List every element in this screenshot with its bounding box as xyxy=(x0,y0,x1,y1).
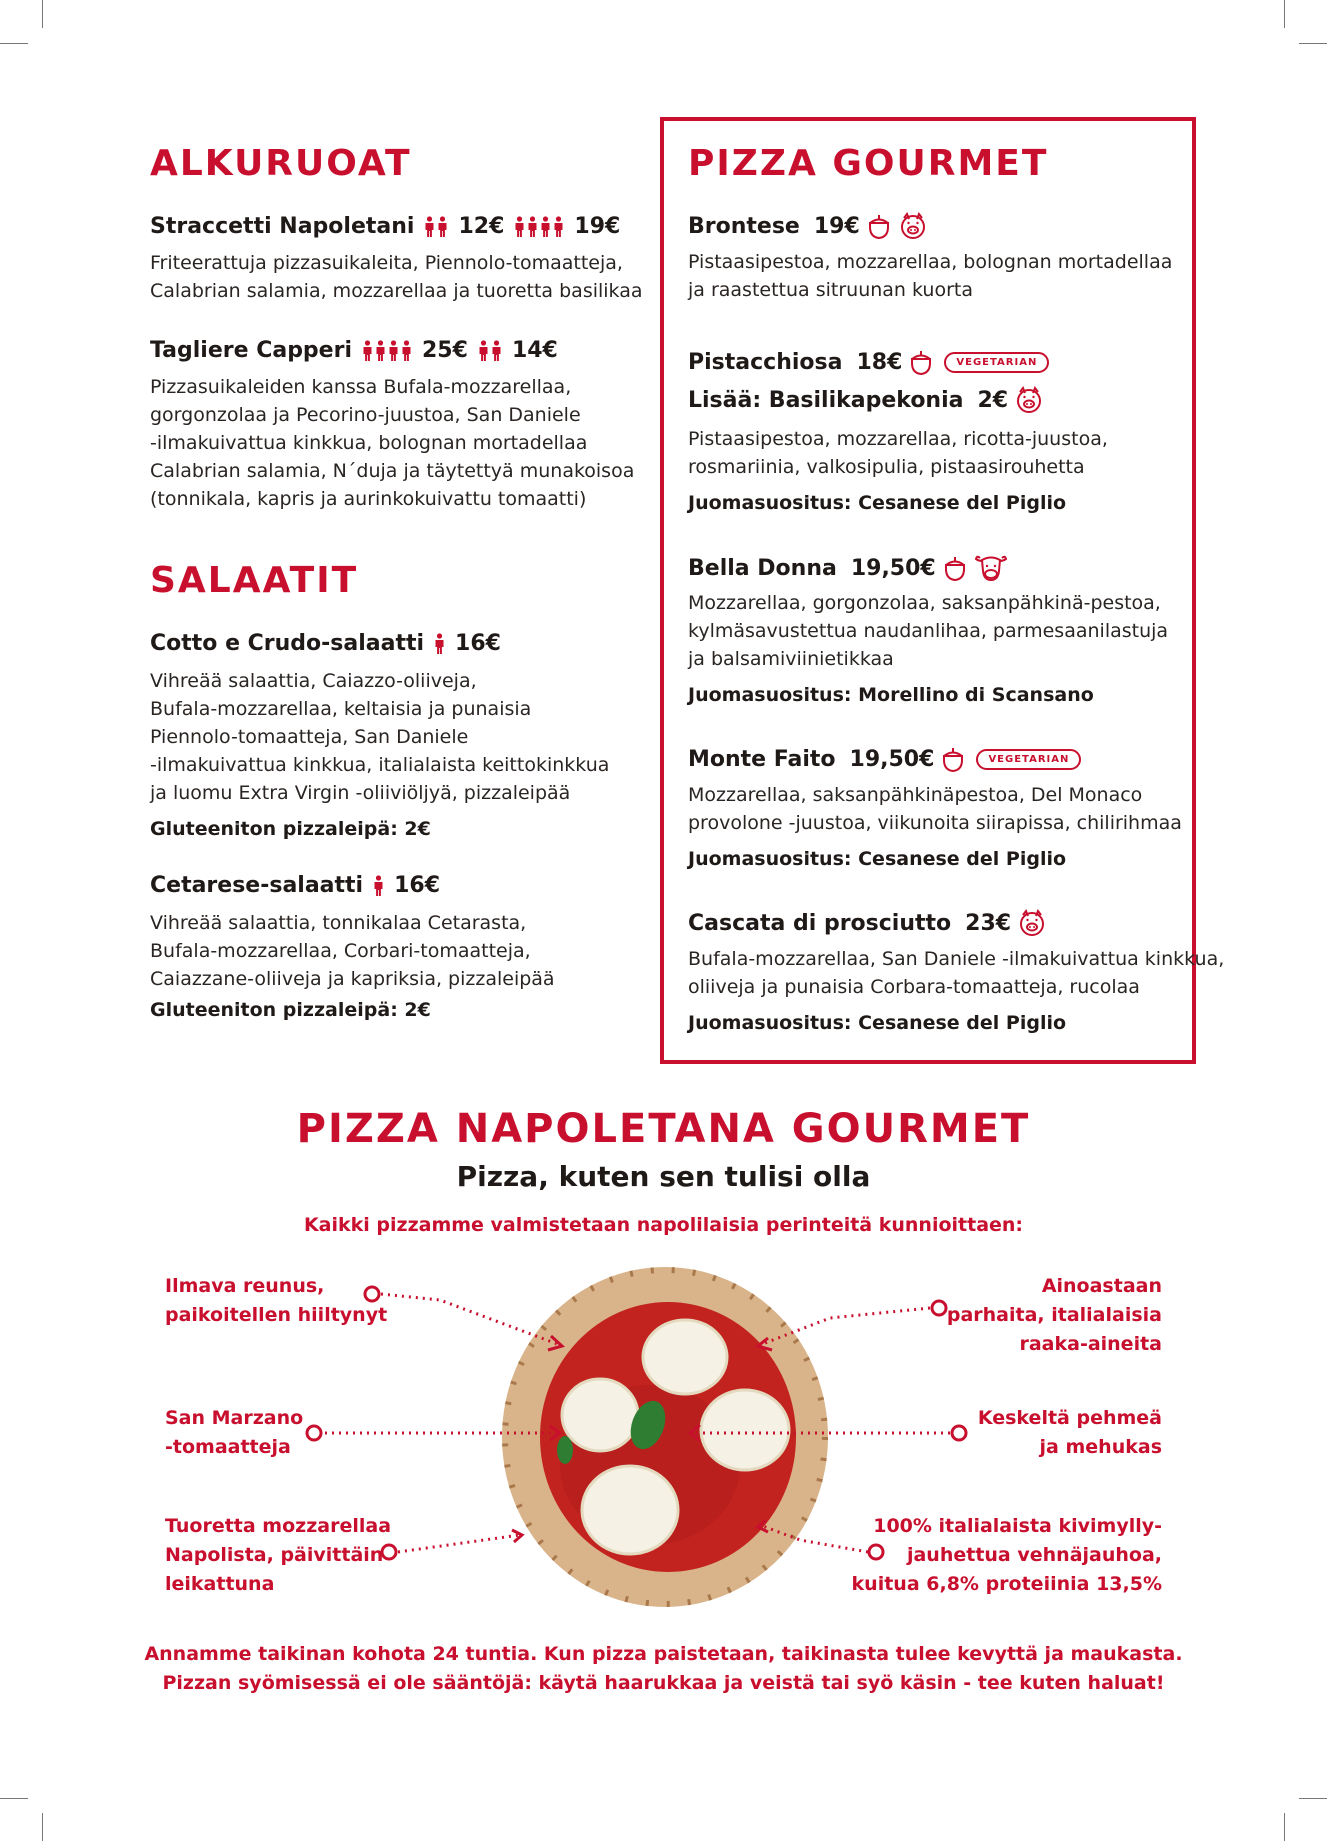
desc-line: (tonnikala, kapris ja aurinkokuivattu tomaatti) xyxy=(150,488,587,510)
arrowhead xyxy=(690,1425,700,1441)
desc-line: -ilmakuivattua kinkkua, bolognan mortadellaa xyxy=(150,432,588,454)
connector-line xyxy=(381,1294,560,1345)
desc-line: rosmariinia, valkosipulia, pistaasirouhetta xyxy=(688,456,1085,478)
connector-dot xyxy=(952,1426,966,1440)
napoletana-subheading: Pizza, kuten sen tulisi olla xyxy=(456,1160,871,1193)
desc-line: Friteerattuja pizzasuikaleita, Piennolo-tomaatteja, xyxy=(150,252,623,274)
item-price: 19,50€ xyxy=(850,555,936,581)
callout-line: Napolista, päivittäin xyxy=(165,1544,384,1566)
desc-line: Pizzasuikaleiden kanssa Bufala-mozzarellaa, xyxy=(150,376,572,398)
desc-line: Mozzarellaa, gorgonzolaa, saksanpähkinä-pestoa, xyxy=(688,592,1161,614)
desc-line: oliiveja ja punaisia Corbara-tomaatteja, rucolaa xyxy=(688,976,1140,998)
callout-line: Ilmava reunus, xyxy=(165,1275,325,1297)
extra-price: 2€ xyxy=(977,387,1009,413)
callout-line: jauhettua vehnäjauhoa, xyxy=(906,1544,1162,1566)
item-price: 12€ xyxy=(458,214,505,239)
footer-line: Annamme taikinan kohota 24 tuntia. Kun pizza paistetaan, taikinasta tulee kevyttä ja maukasta. xyxy=(144,1643,1183,1665)
desc-line: Vihreää salaattia, tonnikalaa Cetarasta, xyxy=(150,912,527,934)
callout-left xyxy=(165,1512,391,1599)
desc-line: Vihreää salaattia, Caiazzo-oliiveja, xyxy=(150,670,477,692)
desc-line: Bufala-mozzarellaa, keltaisia ja punaisia xyxy=(150,698,532,720)
item-price: 25€ xyxy=(422,338,468,363)
footer-text xyxy=(0,1640,1327,1698)
desc-line: Mozzarellaa, saksanpähkinäpestoa, Del Monaco xyxy=(688,784,1143,806)
callout-right xyxy=(978,1404,1162,1462)
desc-line: Pistaasipestoa, mozzarellaa, ricotta-juustoa, xyxy=(688,428,1108,450)
item-price: 19€ xyxy=(813,213,860,239)
drink-recommendation: Juomasuositus: Cesanese del Piglio xyxy=(688,848,1067,870)
item-price: 14€ xyxy=(511,338,558,363)
item-price: 19€ xyxy=(574,214,621,239)
item-name: Tagliere Capperi xyxy=(150,338,352,363)
item-name: Brontese xyxy=(688,213,800,239)
arrowhead xyxy=(758,1338,772,1350)
callout-line: paikoitellen hiiltynyt xyxy=(165,1304,388,1326)
desc-line: -ilmakuivattua kinkkua, italialaista keittokinkkua xyxy=(150,754,610,776)
connector-line xyxy=(398,1535,520,1552)
item-name: Monte Faito xyxy=(688,746,836,772)
desc-line: ja balsamiviinietikkaa xyxy=(688,648,894,670)
desc-line: Calabrian salamia, mozzarellaa ja tuoretta basilikaa xyxy=(150,280,643,302)
drink-recommendation: Juomasuositus: Cesanese del Piglio xyxy=(688,1012,1067,1034)
callout-line: leikattuna xyxy=(165,1573,275,1595)
desc-line: Bufala-mozzarellaa, San Daniele -ilmakuivattua kinkkua, xyxy=(688,948,1225,970)
callout-left xyxy=(165,1404,303,1462)
connector-dot xyxy=(932,1301,946,1315)
gluten-free-note: Gluteeniton pizzaleipä: 2€ xyxy=(150,999,431,1021)
desc-line: Pistaasipestoa, mozzarellaa, bolognan mortadellaa xyxy=(688,251,1173,273)
desc-line: kylmäsavustettua naudanlihaa, parmesaanilastuja xyxy=(688,620,1169,642)
arrowhead xyxy=(550,1426,560,1440)
gluten-free-note: Gluteeniton pizzaleipä: 2€ xyxy=(150,818,431,840)
callout-line: Ainoastaan xyxy=(1041,1275,1162,1297)
callout-line: San Marzano xyxy=(165,1407,304,1429)
drink-recommendation: Juomasuositus: Cesanese del Piglio xyxy=(688,492,1067,514)
item-price: 23€ xyxy=(965,910,1012,936)
callout-left xyxy=(165,1272,387,1330)
callout-line: 100% italialaista kivimylly- xyxy=(873,1515,1162,1537)
desc-line: ja luomu Extra Virgin -oliiviöljyä, pizzaleipää xyxy=(150,782,571,804)
item-name: Cetarese-salaatti xyxy=(150,873,364,898)
vegetarian-badge: VEGETARIAN xyxy=(944,352,1049,373)
callout-right xyxy=(852,1512,1162,1599)
extra-name: Lisää: Basilikapekonia xyxy=(688,387,964,413)
connector-line xyxy=(760,1308,930,1345)
connector-dot xyxy=(307,1426,321,1440)
item-price: 19,50€ xyxy=(849,746,935,772)
item-name: Cascata di prosciutto xyxy=(688,910,952,936)
item-price: 16€ xyxy=(394,873,441,898)
callout-line: -tomaatteja xyxy=(165,1436,291,1458)
callout-line: ja mehukas xyxy=(1039,1436,1162,1458)
desc-line: Calabrian salamia, N´duja ja täytettyä munakoisoa xyxy=(150,460,635,482)
desc-line: Caiazzane-oliiveja ja kapriksia, pizzaleipää xyxy=(150,968,555,990)
callout-line: Tuoretta mozzarellaa xyxy=(165,1515,392,1537)
desc-line: ja raastettua sitruunan kuorta xyxy=(688,279,973,301)
drink-recommendation: Juomasuositus: Morellino di Scansano xyxy=(688,684,1094,706)
napoletana-intro: Kaikki pizzamme valmistetaan napolilaisia perinteitä kunnioittaen: xyxy=(303,1214,1024,1236)
item-name: Pistacchiosa xyxy=(688,349,843,375)
napoletana-heading: PIZZA NAPOLETANA GOURMET xyxy=(296,1106,1031,1152)
desc-line: Piennolo-tomaatteja, San Daniele xyxy=(150,726,469,748)
item-name: Straccetti Napoletani xyxy=(150,214,415,239)
salaatit-heading: SALAATIT xyxy=(150,560,359,601)
callout-line: raaka-aineita xyxy=(1019,1333,1162,1355)
desc-line: Bufala-mozzarellaa, Corbari-tomaatteja, xyxy=(150,940,531,962)
callout-line: Keskeltä pehmeä xyxy=(977,1407,1162,1429)
desc-line: gorgonzolaa ja Pecorino-juustoa, San Daniele xyxy=(150,404,581,426)
item-price: 16€ xyxy=(455,631,501,656)
item-name: Cotto e Crudo-salaatti xyxy=(150,631,425,656)
item-price: 18€ xyxy=(856,349,903,375)
callout-line: parhaita, italialaisia xyxy=(946,1304,1162,1326)
alkuruoat-heading: ALKURUOAT xyxy=(150,143,412,184)
callout-right xyxy=(947,1272,1162,1359)
footer-line: Pizzan syömisessä ei ole sääntöjä: käytä haarukkaa ja veistä tai syö käsin - tee kuten haluat! xyxy=(162,1672,1165,1694)
vegetarian-badge: VEGETARIAN xyxy=(976,749,1081,770)
pizza-gourmet-heading: PIZZA GOURMET xyxy=(688,143,1049,184)
item-name: Bella Donna xyxy=(688,555,837,581)
desc-line: provolone -juustoa, viikunoita siirapissa, chilirihmaa xyxy=(688,812,1182,834)
callout-line: kuitua 6,8% proteiinia 13,5% xyxy=(851,1573,1162,1595)
